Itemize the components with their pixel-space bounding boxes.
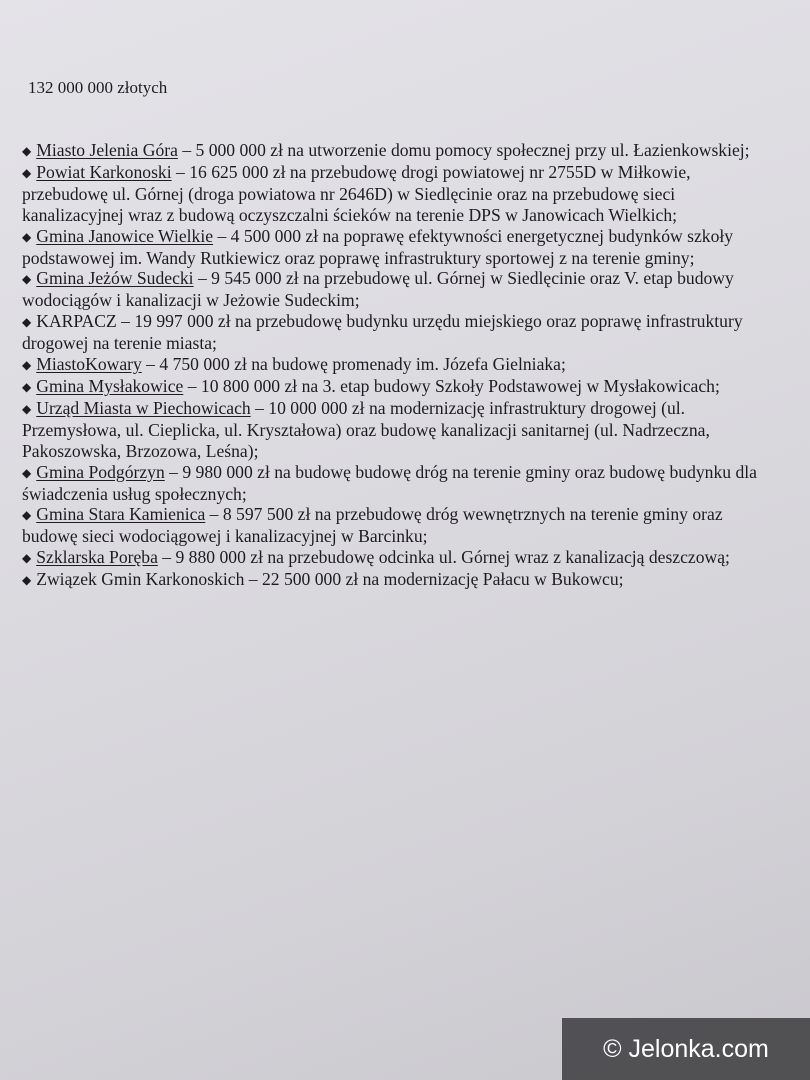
beneficiary-name: Gmina Podgórzyn xyxy=(36,461,165,482)
document-heading: 132 000 000 złotych xyxy=(28,78,168,97)
allocation-description: – 5 000 000 zł na utworzenie domu pomocy społecznej przy ul. Łazienkowskiej; xyxy=(177,140,750,160)
allocation-description: – 19 997 000 zł na przebudowę budynku urzędu miejskiego oraz poprawę infrastruktury drogowej na terenie miasta; xyxy=(22,311,743,354)
beneficiary-name: Gmina Mysłakowice xyxy=(36,375,184,396)
diamond-bullet-icon: ◆ xyxy=(22,379,32,394)
beneficiary-name: Urząd Miasta w Piechowicach xyxy=(36,397,251,418)
beneficiary-name: Gmina Janowice Wielkie xyxy=(36,225,214,246)
list-item xyxy=(22,504,762,547)
allocation-description: – 4 500 000 zł na poprawę efektywności energetycznej budynków szkoły podstawowej im. Wandy Rutkiewicz oraz poprawę infrastruktury sportowej z na terenie gminy; xyxy=(22,225,734,268)
allocation-description: – 9 545 000 zł na przebudowę ul. Górnej w Siedlęcinie oraz V. etap budowy wodociągów i kanalizacji w Jeżowie Sudeckim; xyxy=(22,268,734,311)
allocation-description: – 9 880 000 zł na przebudowę odcinka ul. Górnej wraz z kanalizacją deszczową; xyxy=(157,547,730,568)
beneficiary-name: Szklarska Poręba xyxy=(36,547,158,568)
allocation-list xyxy=(22,140,762,591)
list-item xyxy=(22,376,762,398)
list-item xyxy=(22,398,762,462)
beneficiary-name: Gmina Jeżów Sudecki xyxy=(36,268,194,289)
allocation-description: – 10 000 000 zł na modernizację infrastruktury drogowej (ul. Przemysłowa, ul. Cieplicka, ul. Kryształowa) oraz budowę kanalizacji sanitarnej (ul. Nadrzeczna, Pakoszowska, Brzozowa, Leśna); xyxy=(22,397,710,461)
diamond-bullet-icon: ◆ xyxy=(22,508,32,523)
diamond-bullet-icon: ◆ xyxy=(22,358,32,373)
diamond-bullet-icon: ◆ xyxy=(22,144,32,158)
list-item xyxy=(22,569,762,591)
beneficiary-name: Miasto Jelenia Góra xyxy=(36,140,178,160)
diamond-bullet-icon: ◆ xyxy=(22,573,32,588)
diamond-bullet-icon: ◆ xyxy=(22,315,32,330)
beneficiary-name: KARPACZ xyxy=(36,311,117,332)
diamond-bullet-icon: ◆ xyxy=(22,401,32,416)
list-item xyxy=(22,226,762,269)
allocation-description: – 16 625 000 zł na przebudowę drogi powiatowej nr 2755D w Miłkowie, przebudowę ul. Górnej (droga powiatowa nr 2646D) w Siedlęcinie oraz na przebudowę sieci kanalizacyjnej wraz z budową oczyszczalni ścieków na terenie DPS w Janowicach Wielkich; xyxy=(22,161,691,225)
beneficiary-name: Powiat Karkonoski xyxy=(36,161,172,182)
allocation-description: – 10 800 000 zł na 3. etap budowy Szkoły Podstawowej w Mysłakowicach; xyxy=(183,375,720,396)
beneficiary-name: MiastoKowary xyxy=(36,354,142,375)
list-item xyxy=(22,354,762,376)
diamond-bullet-icon: ◆ xyxy=(22,551,32,566)
diamond-bullet-icon: ◆ xyxy=(22,165,32,180)
list-item xyxy=(22,162,762,226)
diamond-bullet-icon: ◆ xyxy=(22,465,32,480)
allocation-description: – 9 980 000 zł na budowę budowę dróg na terenie gminy oraz budowę budynku dla świadczenia usług społecznych; xyxy=(22,461,757,504)
beneficiary-name: Gmina Stara Kamienica xyxy=(36,504,206,525)
list-item xyxy=(22,140,762,162)
watermark: © Jelonka.com xyxy=(562,1018,810,1080)
diamond-bullet-icon: ◆ xyxy=(22,229,32,244)
list-item xyxy=(22,268,762,311)
beneficiary-name: Związek Gmin Karkonoskich xyxy=(36,569,245,590)
list-item xyxy=(22,547,762,569)
allocation-description: – 8 597 500 zł na przebudowę dróg wewnętrznych na terenie gminy oraz budowę sieci wodociągowej i kanalizacyjnej w Barcinku; xyxy=(22,504,723,547)
list-item xyxy=(22,311,762,354)
diamond-bullet-icon: ◆ xyxy=(22,272,32,287)
allocation-description: – 22 500 000 zł na modernizację Pałacu w Bukowcu; xyxy=(244,569,624,590)
allocation-description: – 4 750 000 zł na budowę promenady im. Józefa Gielniaka; xyxy=(141,354,566,375)
list-item xyxy=(22,462,762,505)
